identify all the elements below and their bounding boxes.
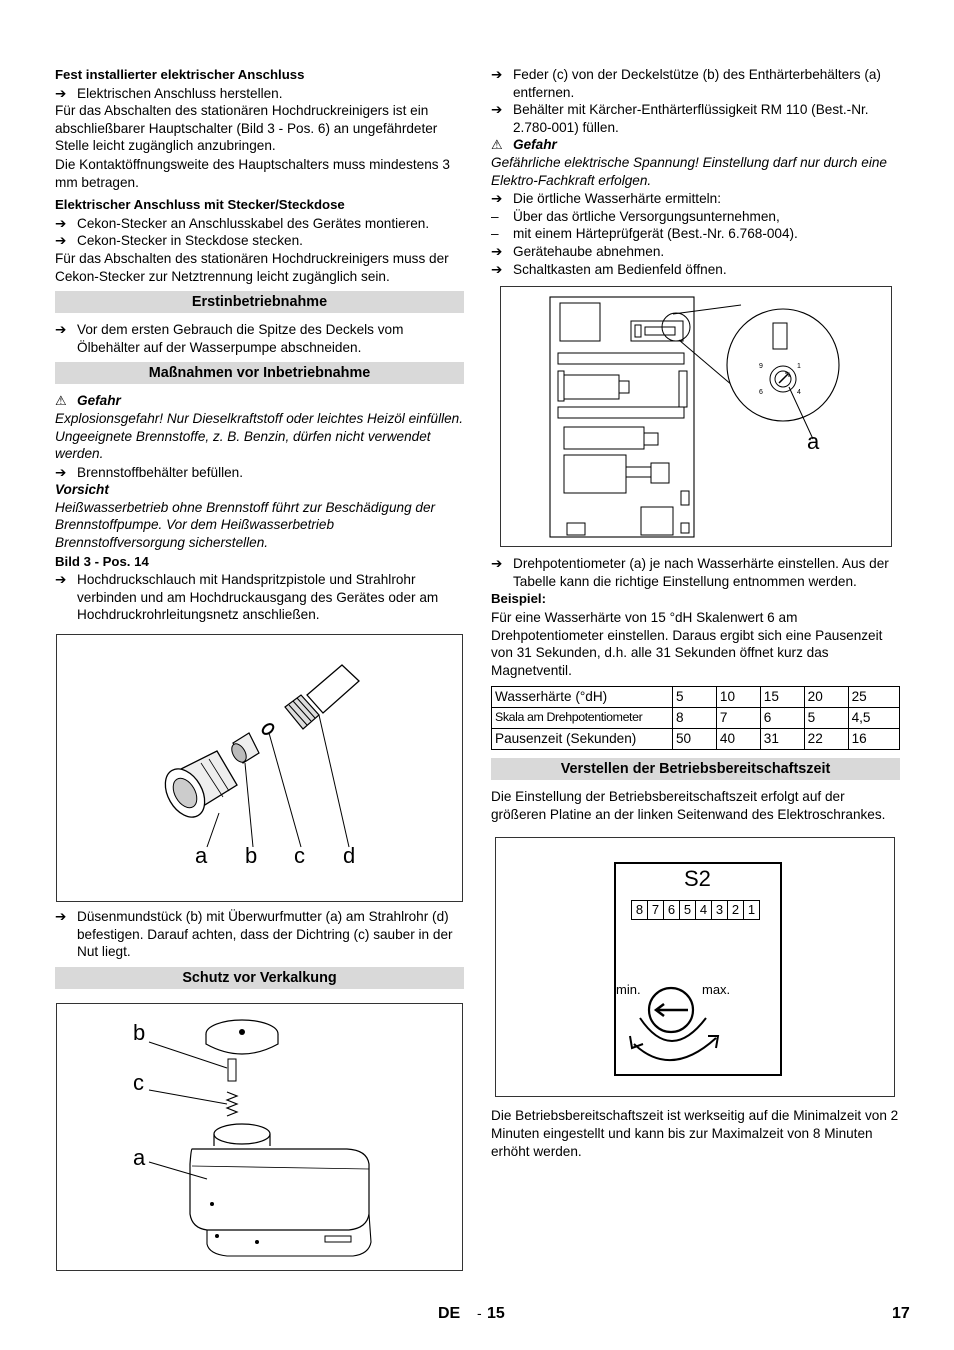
section-header-standby-time: Verstellen der Betriebsbereitschaftszeit	[491, 758, 900, 780]
paragraph: Für das Abschalten des stationären Hochdruckreinigers ist ein abschließbarer Hauptschalter (Bild 3 - Pos. 6) an ungefährdeter Stelle leicht zugänglich anzubringen.	[55, 103, 438, 154]
figure-label-b: b	[245, 843, 258, 869]
heading-fixed-connection: Fest installierter elektrischer Anschluss	[55, 67, 305, 82]
water-hardness-table	[491, 686, 900, 750]
table-cell: 20	[804, 687, 848, 708]
step-item: ➔ Behälter mit Kärcher-Enthärterflüssigkeit RM 110 (Best.-Nr. 2.780-001) füllen.	[491, 102, 869, 135]
example-label: Beispiel:	[491, 591, 546, 607]
step-item: ➔ Die örtliche Wasserhärte ermitteln:	[491, 191, 722, 207]
s2-title: S2	[684, 866, 711, 892]
dip-switch-label: 1	[747, 902, 756, 918]
table-cell: 40	[716, 729, 760, 750]
section-header-initial-startup: Erstinbetriebnahme	[55, 291, 464, 313]
right-column	[491, 66, 900, 1161]
paragraph: Für das Abschalten des stationären Hochdruckreinigers muss der Cekon-Stecker zur Netztrennung leicht zugänglich sein.	[55, 250, 449, 284]
step-item: ➔ Brennstoffbehälter befüllen.	[55, 464, 244, 480]
arrow-icon: ➔	[55, 909, 67, 925]
dip-switch-label: 5	[680, 901, 696, 919]
section-header-descaling: Schutz vor Verkalkung	[55, 967, 464, 989]
arrow-icon: ➔	[55, 215, 67, 231]
control-board-illustration	[501, 287, 891, 546]
paragraph: Die Betriebsbereitschaftszeit ist werkseitig auf die Minimalzeit von 2 Minuten eingestellt und kann bis zur Maximalzeit von 8 Minuten erhöht werden.	[491, 1108, 899, 1159]
table-cell: Skala am Drehpotentiometer	[492, 708, 673, 729]
step-item: ➔ Feder (c) von der Deckelstütze (b) des Enthärterbehälters (a) entfernen.	[491, 67, 881, 100]
dash-item: – mit einem Härteprüfgerät (Best.-Nr. 6.768-004).	[491, 226, 798, 242]
table-cell: 22	[804, 729, 848, 750]
danger-text: Gefährliche elektrische Spannung! Einstellung darf nur durch eine Elektro-Fachkraft erfolgen.	[491, 154, 887, 188]
table-cell: Wasserhärte (°dH)	[492, 687, 673, 708]
dial-mark: 6	[759, 389, 763, 397]
danger-text: Explosionsgefahr! Nur Dieselkraftstoff oder leichtes Heizöl einfüllen. Ungeeignete Brennstoffe, z. B. Benzin, dürfen nicht verwendet werden.	[55, 410, 464, 462]
dial-mark: 4	[797, 389, 801, 397]
table-cell: Pausenzeit (Sekunden)	[492, 729, 673, 750]
dash-item: – Über das örtliche Versorgungsunternehmen,	[491, 208, 780, 224]
figure-control-board	[500, 286, 892, 547]
paragraph: Für eine Wasserhärte von 15 °dH Skalenwert 6 am Drehpotentiometer einstellen. Daraus ergibt sich eine Pausenzeit von 31 Sekunden, d.h. alle 31 Sekunden öffnet kurz das Magnetventil.	[491, 609, 883, 678]
table-cell: 8	[673, 708, 717, 729]
figure-label-a: a	[807, 429, 820, 455]
figure-label-d: d	[343, 843, 356, 869]
arrow-icon: ➔	[491, 556, 503, 572]
dial-mark: 9	[759, 363, 763, 371]
dip-switch-row	[631, 900, 760, 920]
dip-switch-label: 6	[664, 901, 680, 919]
step-item: ➔ Elektrischen Anschluss herstellen.	[55, 85, 283, 101]
dial-mark: 1	[797, 363, 801, 371]
danger-label: ⚠ Gefahr	[491, 137, 557, 153]
warning-icon: ⚠	[55, 393, 67, 409]
table-cell: 4,5	[848, 708, 899, 729]
figure-label-a: a	[133, 1144, 146, 1170]
step-item: ➔ Gerätehaube abnehmen.	[491, 243, 665, 259]
dash-icon: –	[491, 226, 499, 242]
heading-plug-connection: Elektrischer Anschluss mit Stecker/Steckdose	[55, 197, 345, 213]
figure-label-c: c	[133, 1069, 144, 1095]
table-cell: 7	[716, 708, 760, 729]
page-prefix: -	[477, 1305, 482, 1321]
table-row	[492, 708, 900, 729]
dip-switch-label: 4	[696, 901, 712, 919]
step-item: ➔ Schaltkasten am Bedienfeld öffnen.	[491, 261, 727, 277]
min-label: min.	[616, 982, 641, 998]
arrow-icon: ➔	[55, 85, 67, 101]
dip-switch-label: 3	[712, 901, 728, 919]
s2-panel	[614, 862, 782, 1076]
step-item: ➔ Vor dem ersten Gebrauch die Spitze des Deckels vom Ölbehälter auf der Wasserpumpe abschneiden.	[55, 322, 404, 355]
page-number: 17	[892, 1305, 910, 1322]
local-page-number: 15	[487, 1305, 505, 1322]
step-item: ➔ Cekon-Stecker an Anschlusskabel des Gerätes montieren.	[55, 215, 430, 231]
table-cell: 16	[848, 729, 899, 750]
figure-softener-tank	[56, 1003, 463, 1271]
table-cell: 5	[804, 708, 848, 729]
arrow-icon: ➔	[491, 261, 503, 277]
danger-label: ⚠ Gefahr	[55, 393, 121, 409]
arrow-icon: ➔	[55, 572, 67, 588]
nozzle-parts-illustration	[57, 635, 462, 901]
dash-icon: –	[491, 208, 499, 224]
table-cell: 15	[760, 687, 804, 708]
language-code: DE	[438, 1305, 461, 1322]
figure-label-b: b	[133, 1019, 146, 1045]
figure-label-a: a	[195, 843, 208, 869]
paragraph: Die Einstellung der Betriebsbereitschaftszeit erfolgt auf der größeren Platine an der linken Seitenwand des Elektroschrankes.	[491, 789, 886, 822]
softener-tank-illustration	[57, 1004, 462, 1270]
dip-switch-label: 7	[648, 901, 664, 919]
arrow-icon: ➔	[55, 322, 67, 338]
caution-text: Heißwasserbetrieb ohne Brennstoff führt zur Beschädigung der Brennstoffpumpe. Vor dem Heißwasserbetrieb Brennstoffversorgung sicherstellen.	[55, 499, 436, 551]
arrow-icon: ➔	[55, 233, 67, 249]
arrow-icon: ➔	[491, 67, 503, 82]
table-cell: 6	[760, 708, 804, 729]
table-row	[492, 687, 900, 708]
step-item: ➔ Düsenmundstück (b) mit Überwurfmutter (a) am Strahlrohr (d) befestigen. Darauf achten, dass der Dichtring (c) sauber in der Nut liegt.	[55, 909, 453, 960]
step-item: ➔ Cekon-Stecker in Steckdose stecken.	[55, 233, 303, 249]
figure-nozzle-assembly	[56, 634, 463, 902]
table-cell: 50	[673, 729, 717, 750]
step-item: ➔ Drehpotentiometer (a) je nach Wasserhärte einstellen. Aus der Tabelle kann die richtige Einstellung entnommen werden.	[491, 556, 889, 589]
arrow-icon: ➔	[55, 464, 67, 480]
table-cell: 31	[760, 729, 804, 750]
dip-switch-label: 2	[728, 901, 744, 919]
figure-reference: Bild 3 - Pos. 14	[55, 553, 149, 569]
arrow-icon: ➔	[491, 243, 503, 259]
dip-switch-label: 8	[632, 901, 648, 919]
step-item: ➔ Hochdruckschlauch mit Handspritzpistole und Strahlrohr verbinden und am Hochdruckausgang des Gerätes oder am Hochdruckrohrleitungsnetz anschließen.	[55, 572, 439, 623]
rotary-knob-icon	[616, 974, 780, 1074]
figure-s2-switch	[495, 837, 895, 1097]
paragraph: Die Kontaktöffnungsweite des Hauptschalters muss mindestens 3 mm betragen.	[55, 156, 450, 190]
arrow-icon: ➔	[491, 191, 503, 207]
table-cell: 10	[716, 687, 760, 708]
section-header-measures: Maßnahmen vor Inbetriebnahme	[55, 362, 464, 384]
left-column	[55, 66, 464, 1271]
warning-icon: ⚠	[491, 137, 503, 153]
figure-label-c: c	[294, 843, 305, 869]
max-label: max.	[702, 982, 731, 998]
arrow-icon: ➔	[491, 102, 503, 118]
table-cell: 5	[673, 687, 717, 708]
table-cell: 25	[848, 687, 899, 708]
caution-label: Vorsicht	[55, 482, 109, 498]
table-row	[492, 729, 900, 750]
